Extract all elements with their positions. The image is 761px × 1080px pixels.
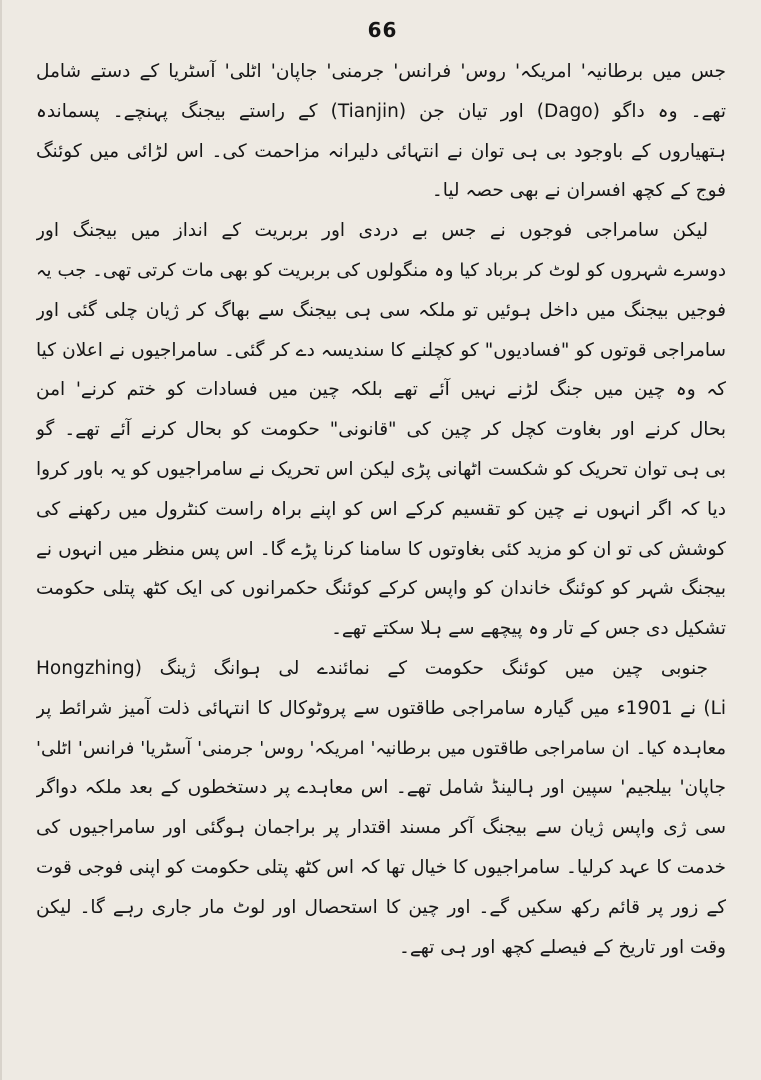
text-line: بی ہی توان تحریک کو شکست اٹھانی پڑی لیکن اس تحریک نے سامراجیوں کو یہ باور کروا	[36, 458, 726, 480]
text-line: Li) نے 1901ء میں گیارہ سامراجی طاقتوں سے پروٹوکال کا انتہائی ذلت آمیز شرائط پر	[36, 697, 726, 719]
text-line: جنوبی چین میں کوئنگ حکومت کے نمائندے لی ہوانگ ژینگ (Hongzhing	[36, 657, 708, 679]
text-line: فوج کے کچھ افسران نے بھی حصہ لیا۔	[431, 180, 726, 202]
text-line: تھے۔ وہ داگو (Dago) اور تیان جن (Tianjin) کے راستے بیجنگ پہنچے۔ پسماندہ	[36, 100, 726, 122]
text-line: تشکیل دی جس کے تار وہ پیچھے سے ہلا سکتے تھے۔	[331, 618, 726, 640]
body-text	[36, 52, 726, 967]
text-line: لیکن سامراجی فوجوں نے جس بے دردی اور بربریت کے انداز میں بیجنگ اور	[36, 220, 708, 242]
text-line: کے زور پر قائم رکھ سکیں گے۔ اور چین کا استحصال اور لوٹ مار جاری رہے گا۔ لیکن	[36, 896, 726, 918]
text-line: کہ وہ چین میں جنگ لڑنے نہیں آئے تھے بلکہ چین میں فسادات کو ختم کرنے' امن	[36, 379, 726, 401]
text-line: فوجیں بیجنگ میں داخل ہوئیں تو ملکہ سی ہی بیجنگ سے بھاگ کر ژیان چلی گئی اور	[36, 299, 726, 321]
text-line: دوسرے شہروں کو لوٹ کر برباد کیا وہ منگولوں کی بربریت کو بھی مات کرتی تھی۔ جب یہ	[36, 259, 726, 281]
text-line: دیا کہ اگر انہوں نے چین کو تقسیم کرکے اس کو اپنے براہ راست کنٹرول میں رکھنے کی	[36, 498, 726, 520]
text-line: جاپان' بیلجیم' سپین اور ہالینڈ شامل تھے۔ اس معاہدے پر دستخطوں کے بعد ملکہ دواگر	[36, 777, 726, 799]
text-line: سامراجی قوتوں کو "فسادیوں" کو کچلنے کا سندیسہ دے کر گئی۔ سامراجیوں نے اعلان کیا	[36, 339, 726, 361]
text-line: وقت اور تاریخ کے فیصلے کچھ اور ہی تھے۔	[399, 936, 726, 958]
text-line: سی ژی واپس ژیان سے بیجنگ آکر مسند اقتدار پر براجمان ہوگئی اور سامراجیوں کی	[36, 817, 726, 839]
text-line: جس میں برطانیہ' امریکہ' روس' فرانس' جرمنی' جاپان' اٹلی' آسٹریا کے دستے شامل	[36, 61, 726, 82]
text-line: معاہدہ کیا۔ ان سامراجی طاقتوں میں برطانیہ' امریکہ' روس' جرمنی' آسٹریا' فرانس' اٹلی'	[36, 737, 726, 759]
text-line: کوشش کی تو ان کو مزید کئی بغاوتوں کا سامنا کرنا پڑے گا۔ اس پس منظر میں انہوں نے	[36, 538, 726, 560]
text-line: خدمت کا عہد کرلیا۔ سامراجیوں کا خیال تھا کہ اس کٹھ پتلی حکومت کو اپنی فوجی قوت	[36, 856, 726, 878]
text-line: بحال کرنے اور بغاوت کچل کر چین کی "قانونی" حکومت کو بحال کرنے آئے تھے۔ گو	[36, 419, 726, 441]
page-number: 66	[367, 18, 398, 42]
text-line: ہتھیاروں کے باوجود بی ہی توان نے انتہائی دلیرانہ مزاحمت کی۔ اس لڑائی میں کوئنگ	[36, 140, 726, 162]
text-line: بیجنگ شہر کو کوئنگ خاندان کو واپس کرکے کوئنگ حکمرانوں کی ایک کٹھ پتلی حکومت	[36, 578, 726, 600]
